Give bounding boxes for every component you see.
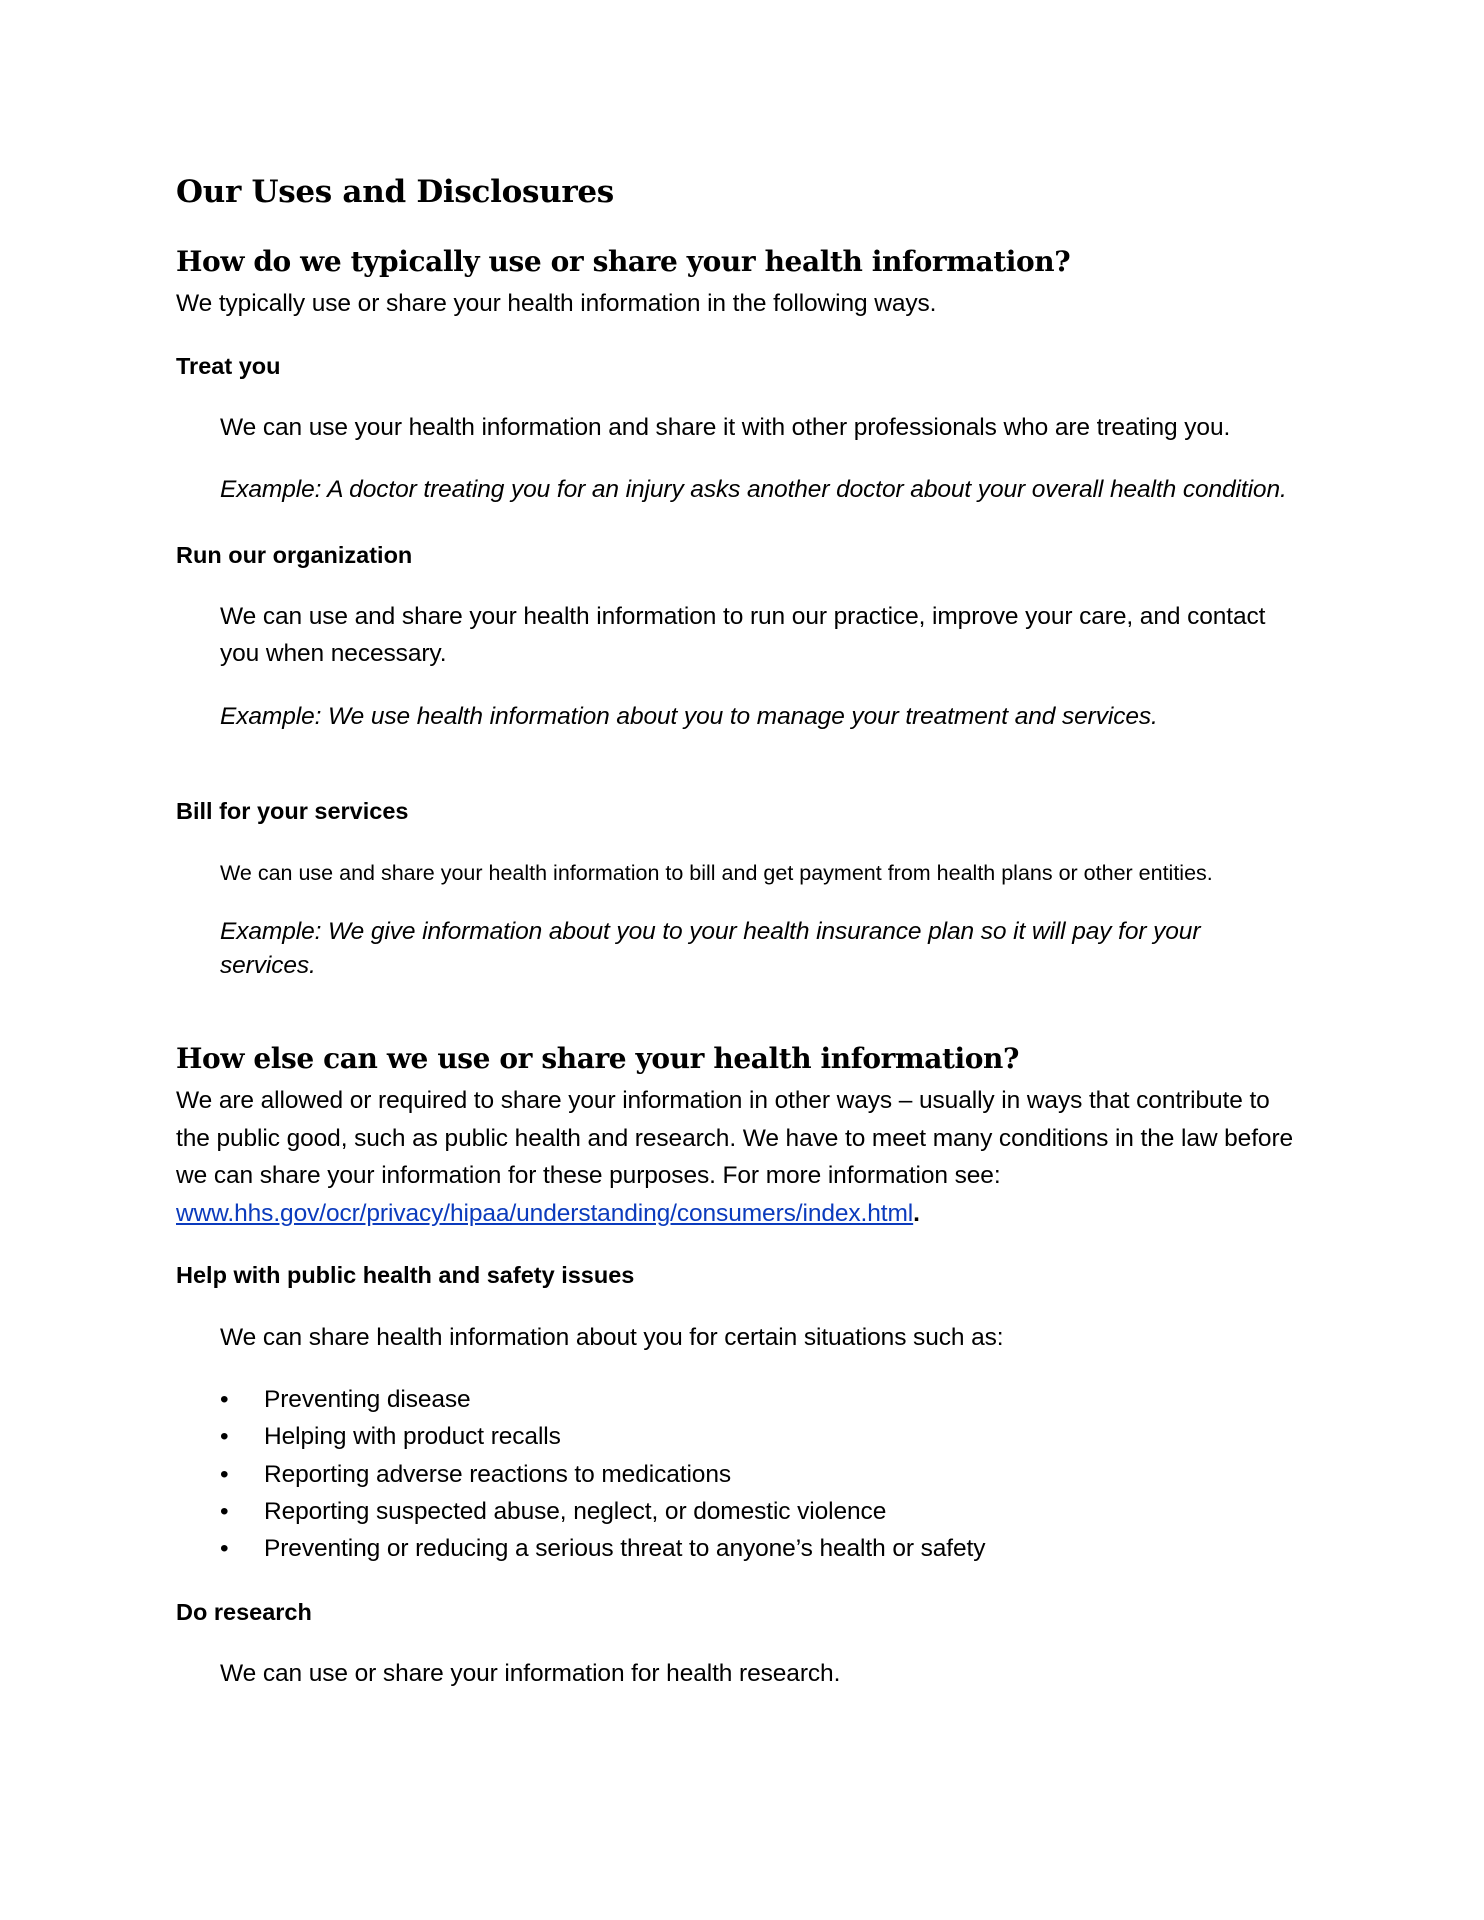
- page-title: Our Uses and Disclosures: [176, 174, 614, 210]
- hhs-link[interactable]: www.hhs.gov/ocr/privacy/hipaa/understanding/consumers/index.html: [176, 1200, 914, 1227]
- bullet-text: Preventing or reducing a serious threat to anyone’s health or safety: [264, 1535, 986, 1562]
- bullet-text: Reporting adverse reactions to medications: [264, 1461, 731, 1488]
- bullet: •: [220, 1386, 229, 1413]
- research-text: We can use or share your information for health research.: [220, 1660, 841, 1687]
- subheading-bill-services: Bill for your services: [176, 798, 409, 824]
- link-period: .: [913, 1200, 920, 1227]
- list-item: [220, 1535, 986, 1563]
- bill-services-example-line2: services.: [220, 952, 316, 979]
- else-paragraph-line3: we can share your information for these purposes. For more information see:: [176, 1162, 1001, 1189]
- bill-services-text: We can use and share your health information to bill and get payment from health plans or other entities.: [220, 861, 1213, 885]
- subheading-run-organization: Run our organization: [176, 542, 413, 568]
- bullet: •: [220, 1423, 229, 1450]
- bullet: •: [220, 1461, 229, 1488]
- list-item: [220, 1461, 731, 1489]
- public-health-text: We can share health information about you for certain situations such as:: [220, 1324, 1004, 1351]
- subheading-public-health: Help with public health and safety issues: [176, 1262, 635, 1288]
- treat-you-text: We can use your health information and share it with other professionals who are treating you.: [220, 414, 1231, 441]
- subheading-research: Do research: [176, 1599, 312, 1625]
- section-heading-else: How else can we use or share your health information?: [176, 1042, 1019, 1075]
- bullet: •: [220, 1535, 229, 1562]
- bullet-text: Preventing disease: [264, 1386, 471, 1413]
- list-item: [220, 1423, 561, 1451]
- section-intro-typical: We typically use or share your health information in the following ways.: [176, 290, 937, 317]
- run-organization-example: Example: We use health information about you to manage your treatment and services.: [220, 703, 1158, 730]
- list-item: [220, 1386, 471, 1414]
- else-paragraph-line1: We are allowed or required to share your information in other ways – usually in ways that contribute to: [176, 1087, 1270, 1114]
- treat-you-example: Example: A doctor treating you for an injury asks another doctor about your overall health condition.: [220, 476, 1287, 503]
- bullet: •: [220, 1498, 229, 1525]
- section-heading-typical: How do we typically use or share your health information?: [176, 245, 1071, 278]
- else-link-line: [176, 1200, 920, 1228]
- bullet-text: Reporting suspected abuse, neglect, or domestic violence: [264, 1498, 887, 1525]
- else-paragraph-line2: the public good, such as public health and research. We have to meet many conditions in the law before: [176, 1125, 1294, 1152]
- bullet-text: Helping with product recalls: [264, 1423, 561, 1450]
- run-organization-text-line1: We can use and share your health information to run our practice, improve your care, and contact: [220, 603, 1266, 630]
- run-organization-text-line2: you when necessary.: [220, 640, 447, 667]
- list-item: [220, 1498, 887, 1526]
- bill-services-example-line1: Example: We give information about you to your health insurance plan so it will pay for your: [220, 918, 1201, 945]
- subheading-treat-you: Treat you: [176, 353, 281, 379]
